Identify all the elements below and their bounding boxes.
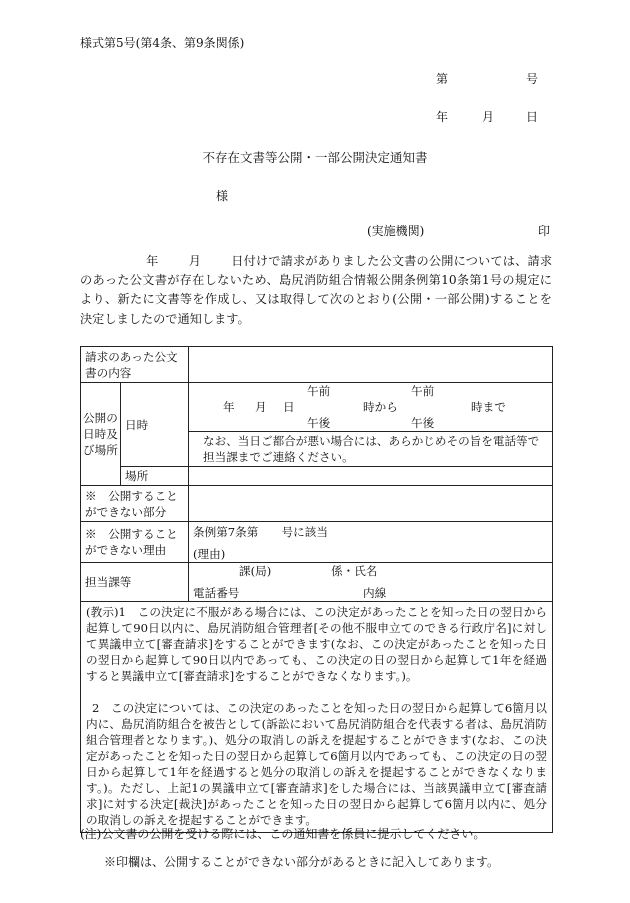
addressee-suffix: 様: [216, 189, 229, 203]
intro-paragraph: [80, 252, 552, 329]
requested-doc-value: [189, 347, 553, 383]
date-month: 月: [482, 110, 495, 124]
section-text: 係・氏名: [331, 564, 378, 578]
form-number: 様式第5号(第4条、第9条関係): [80, 36, 245, 50]
intro-text: 日付けで請求がありました公文書の公開については、請求のあった公文書が存在しないため、島尻消防組合情報公開条例第10条第1号の規定により、新たに文書等を作成し、又は取得して次のとおり(公開・一部公開)することを決定しましたので通知します。: [80, 254, 553, 326]
dept-text: 課(局): [239, 564, 272, 578]
implementing-agency: (実施機関): [367, 224, 425, 238]
phone-text: 電話番号: [193, 586, 240, 600]
staff-label: 担当課等: [81, 563, 189, 602]
undisclosable-part-value: [189, 486, 553, 522]
extension-text: 内線: [363, 586, 387, 600]
row-datetime: [81, 383, 553, 432]
time-from: 時から: [363, 400, 398, 414]
ordinance-text: 条例第7条第 号に該当: [193, 525, 328, 539]
datetime-label: 日時: [121, 383, 189, 467]
pm-label-2: 午後: [411, 416, 435, 430]
row-undisclosable-reason: [81, 522, 553, 563]
requested-doc-label: 請求のあった公文書の内容: [81, 347, 189, 383]
undisclosable-reason-value: [189, 522, 553, 563]
pm-label-1: 午後: [307, 416, 331, 430]
time-year: 年: [223, 400, 235, 414]
am-label-1: 午前: [307, 384, 331, 398]
instruction-paragraph-2: 2 この決定については、この決定のあったことを知った日の翌日から起算して6箇月以内に、島尻消防組合を被告として(訴訟において島尻消防組合を代表する者は、島尻消防組合管理者となります。)、処分の取消しの訴えを提起することができます(なお、この決定があったことを知った日の翌日から起算して6箇月以内であっても、この決定の日の翌日から起算して1年を経過すると処分の取消しの訴えを提起することができなくなります。)。ただし、上記1の異議申立て[審査請求]をした場合には、当該異議申立て[審査請求]に対する決定[裁決]があったことを知った日の翌日から起算して6箇月以内に、処分の取消しの訴えを提起することができます。: [86, 701, 547, 827]
doc-number-dai: 第: [436, 72, 449, 86]
row-staff: [81, 563, 553, 602]
row-requested-doc: [81, 347, 553, 383]
place-value: [189, 467, 553, 486]
seal-mark: 印: [538, 224, 551, 238]
reason-text: (理由): [193, 547, 226, 561]
doc-number-go: 号: [526, 72, 539, 86]
row-undisclosable-part: [81, 486, 553, 522]
time-day: 日: [283, 400, 295, 414]
intro-month: 月: [188, 254, 202, 268]
date-year: 年: [436, 110, 449, 124]
footnote-presentation: (注)公文書の公開を受ける際には、この通知書を係員に提示してください。: [80, 827, 486, 841]
datetime-place-label: 公開の日時及び場所: [81, 383, 121, 486]
staff-value: [189, 563, 553, 602]
undisclosable-part-label: ※ 公開することができない部分: [81, 486, 189, 522]
instruction-cell: [81, 602, 553, 833]
document-title: 不存在文書等公開・一部公開決定通知書: [202, 150, 428, 165]
instruction-paragraph-1: (教示)1 この決定に不服がある場合には、この決定があったことを知った日の翌日から起算して90日以内に、島尻消防組合管理者[その他不服申立てのできる行政庁名]に対して異議申立て[審査請求]をすることができます(なお、この決定があったことを知った日の翌日から起算して90日以内であっても、この決定の日の翌日から起算して1年を経過すると異議申立て[審査請求]をすることができなくなります。)。: [86, 605, 547, 683]
time-to: 時まで: [471, 400, 506, 414]
inconvenience-note: なお、当日ご都合が悪い場合には、あらかじめその旨を電話等で担当課までご連絡ください。: [189, 432, 553, 467]
date-day: 日: [526, 110, 539, 124]
time-month: 月: [255, 400, 267, 414]
footnote-seal-column: ※印欄は、公開することができない部分があるときに記入してあります。: [104, 855, 500, 869]
place-label: 場所: [121, 467, 189, 486]
row-place: [81, 467, 553, 486]
row-instruction: [81, 602, 553, 833]
datetime-value: [189, 383, 553, 432]
am-label-2: 午前: [411, 384, 435, 398]
intro-year: 年: [146, 254, 159, 268]
disclosure-table: [80, 346, 553, 833]
undisclosable-reason-label: ※ 公開することができない理由: [81, 522, 189, 563]
